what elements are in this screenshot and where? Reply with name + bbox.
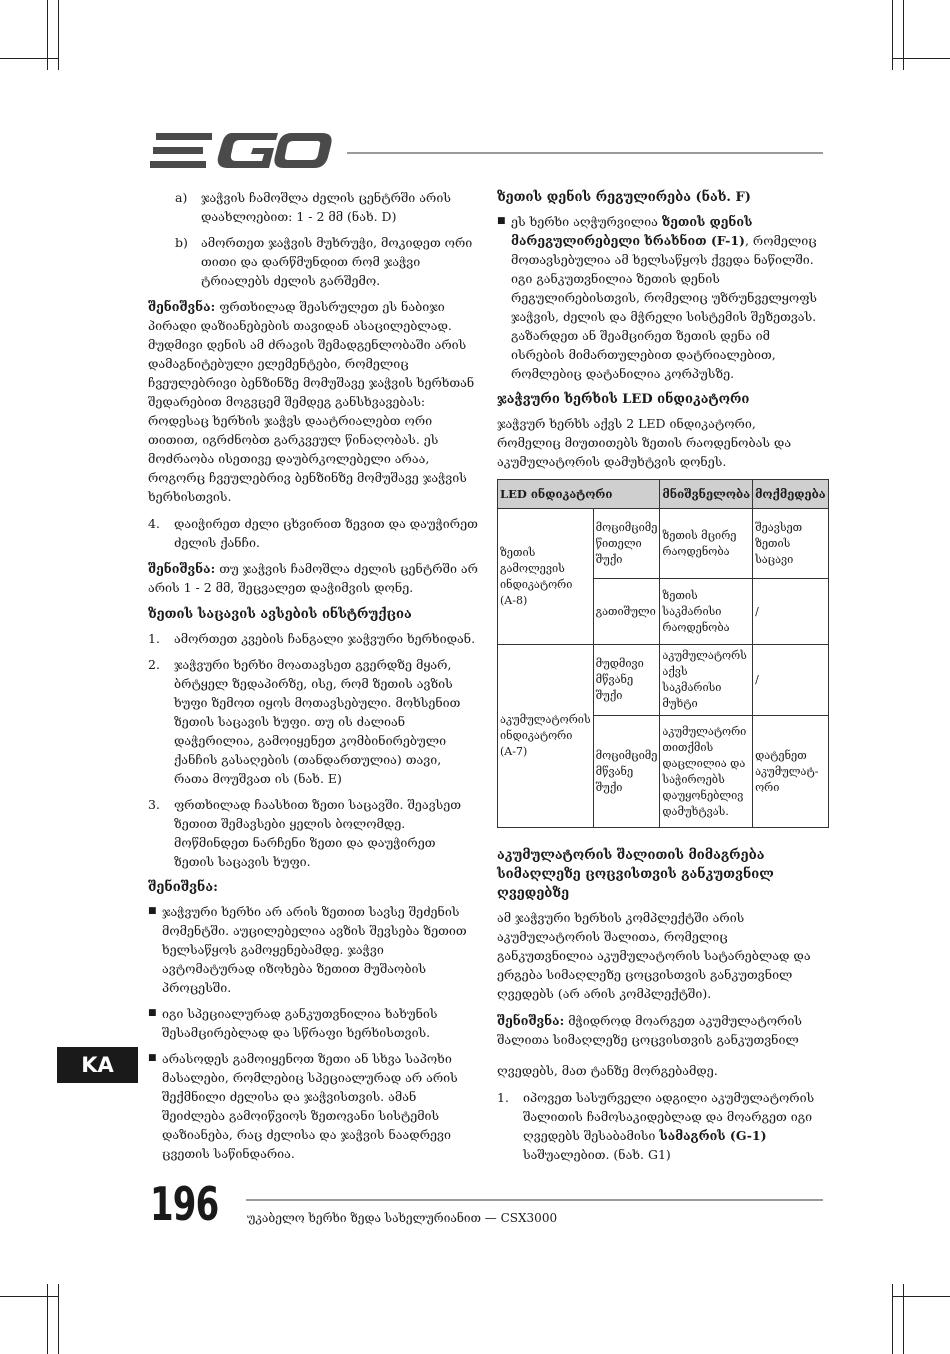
- list-text: [523, 1088, 823, 1164]
- battery-indicator-cell: აკუმულატორის ინდიკატორი (A-7): [498, 645, 594, 828]
- ego-logo: [150, 131, 332, 171]
- list-item: [148, 514, 478, 552]
- crop-mark: [892, 1284, 893, 1354]
- language-tab: KA: [57, 1047, 138, 1083]
- bullet-item: [148, 1004, 478, 1042]
- list-marker: a): [175, 190, 188, 205]
- oil-indicator-cell: ზეთის გამოლევის ინდიკატორი (A-8): [498, 509, 594, 645]
- table-cell: დატენეთ აკუმულატ-ორი: [753, 716, 829, 828]
- led-intro: ჯაჭვურ ხერხს აქვს 2 LED ინდიკატორი, რომელიც მიუთითებს ზეთის რაოდენობას და აკუმულატორის დამუხტვის დონეს.: [497, 416, 792, 469]
- crop-mark: [903, 0, 904, 70]
- note-heading: შენიშვნა:: [148, 880, 218, 895]
- bullet-text: [511, 212, 823, 383]
- footer-rule: [246, 1199, 823, 1201]
- bullet-item: [497, 212, 823, 383]
- crop-mark: [47, 0, 48, 70]
- bullet-item: [148, 902, 478, 997]
- note-label: შენიშვნა:: [497, 1013, 565, 1028]
- clip-label: სამაგრის (G-1): [659, 1128, 767, 1143]
- bullet-text: არასოდეს გამოიყენოთ ზეთი ან სხვა საპოხი მასალები, რომლებიც სპეციალურად არ არის შექმნილი ძელისა და ჯაჭვისთვის. ამან შეიძლება გამოიწვიოს ზეთოვანი სისტემის დაზიანება, რაც ძელისა და ჯაჭვის ნაადრევი ცვეთის საწინდარია.: [162, 1051, 458, 1161]
- column-header: მნიშვნელობა: [660, 480, 753, 509]
- note-label: შენიშვნა:: [148, 561, 216, 576]
- list-marker: 1.: [148, 631, 160, 646]
- bullet-text: ჯაჭვური ხერხი არ არის ზეთით სავსე შეძენის მომენტში. აუცილებელია ავზის შევსება ზეთით ხელსაწყოს გამოყენებამდე. ჯაჭვი ავტომატურად იზოხება ზეთით მუშაობის პროცესში.: [162, 904, 467, 995]
- note-continuation: ღვედებს, მათ ტანზე მორგებამდე.: [497, 1063, 718, 1078]
- list-item: [148, 629, 478, 648]
- section-heading-battery-holster: აკუმულატორის შალითის მიმაგრება სიმაღლეზე ცოცვისთვის განკუთვნილ ღვედებზე: [497, 848, 774, 901]
- square-bullet-icon: ■: [148, 906, 157, 916]
- list-item: [148, 188, 478, 226]
- bullet-text-part: , რომელიც მოთავსებულია ამ ხელსაწყოს ქვედა ნაწილში. იგი განკუთვნილია ზეთის დენის რეგულირებისთვის, რომელიც უზრუნველყოფს ჯაჭვის, ძელის და მჭრელი სისტემის შეზეთვას. გაზარდეთ ან შეამცირეთ ზეთის დენა იმ ისრების მიმართულებით დატრიალებით, რომლებიც დატანილია კორპუსზე.: [511, 233, 817, 381]
- table-cell: მოციმციმე მწვანე შუქი: [593, 716, 660, 828]
- square-bullet-icon: ■: [148, 1008, 157, 1018]
- note-paragraph: [148, 297, 478, 506]
- note-text: მჭიდროდ მოარგეთ აკუმულატორის შალითა სიმაღლეზე ცოცვისთვის განკუთვნილ: [497, 1013, 802, 1047]
- crop-mark: [903, 1284, 904, 1354]
- list-text: ჯაჭვური ხერხი მოათავსეთ გვერდზე მყარ, ბრტყელ ზედაპირზე, ისე, რომ ზეთის ავზის ხუფი ზემოთ იყოს მოთავსებული. მოხსენით ზეთის საცავის ხუფი. თუ ის ძალიან დაჭერილია, გამოიყენეთ კომბინირებული ქანჩის გასაღების (თანდართულია) თავი, რათა მოუშვათ ის (ნახ. E): [174, 657, 461, 786]
- table-cell: ზეთის საკმარისი რაოდენობა: [660, 579, 753, 645]
- list-text-part: საშუალებით. (ნახ. G1): [523, 1147, 671, 1162]
- note-label: შენიშვნა:: [148, 299, 216, 314]
- table-cell: ზეთის მცირე რაოდენობა: [660, 509, 753, 579]
- list-marker: 1.: [497, 1090, 509, 1105]
- footer-text: უკაბელო ხერხი ზედა სახელურიანით — CSX3000: [247, 1211, 558, 1225]
- square-bullet-icon: ■: [148, 1053, 157, 1063]
- column-header: მოქმედება: [753, 480, 829, 509]
- crop-mark: [58, 1284, 59, 1354]
- page-number: 196: [150, 1177, 219, 1231]
- list-item: [148, 655, 478, 788]
- crop-mark: [0, 1296, 58, 1297]
- square-bullet-icon: ■: [497, 216, 506, 226]
- list-text: ამორთეთ ჯაჭვის მუხრუჭი, მოკიდეთ ორი თითი და დარწმუნდით რომ ჯაჭვი ტრიალებს ძელის გარშემო.: [201, 235, 473, 288]
- table-cell: /: [753, 579, 829, 645]
- note-paragraph: [497, 1011, 823, 1049]
- list-text: ჯაჭვის ჩამოშლა ძელის ცენტრში არის დაახლოებით: 1 - 2 მმ (ნახ. D): [201, 190, 451, 224]
- table-cell: აკუმულატორს აქვს საკმარისი მუხტი: [660, 645, 753, 716]
- section-heading-led: ჯაჭვური ხერხის LED ინდიკატორი: [497, 392, 750, 407]
- body-paragraph: ამ ჯაჭვური ხერხის კომპლექტში არის აკუმულატორის შალითა, რომელიც განკუთვნილია აკუმულატორის სატარებლად და ერგება სიმაღლეზე ცოცვისთვის განკუთვნილ ღვედებს (არ არის კომპლექტში).: [497, 910, 811, 1001]
- list-text: ამორთეთ კვების ჩანგალი ჯაჭვური ხერხიდან.: [174, 631, 476, 646]
- list-item: [148, 795, 478, 871]
- table-cell: /: [753, 645, 829, 716]
- bullet-text: იგი სპეციალურად განკუთვნილია ხახუნის შესამცირებლად და სწრაფი ხერხისთვის.: [162, 1006, 438, 1040]
- list-text-part: იპოვეთ სასურველი ადგილი აკუმულატორის შალითის ჩამოსაკიდებლად და მოარგეთ იგი ღვედებს შესაბამისი: [523, 1090, 815, 1143]
- list-text: დაიჭირეთ ძელი ცხვირით ზევით და დაუჭირეთ ძელის ქანჩი.: [174, 516, 478, 550]
- note-text: ფრთხილად შეასრულეთ ეს ნაბიჯი პირადი დაზიანებების თავიდან ასაცილებლად. მუდმივი დენის ამ ძრავის შემადგენლობაში არის დამაგნიტებული ელემენტები, რომელიც ჩვეულებრივი ბენზინზე მომუშავე ჯაჭვის ხერხთან შედარებით მოგვცემ შემდეგ განსხვავებას: როდესაც ხერხის ჯაჭვს დაატრიალებთ ორი თითით, იგრძნობთ გარკვეულ წინაღობას. ეს მოძრაობა ისეთივე დაუბრკოლებელი არაა, როგორც ჩვეულებრივ ბენზინზე მომუშავე ჯაჭვის ხერხისთვის.: [148, 299, 475, 504]
- table-cell: აკუმულატორი თითქმის დაცლილია და საჭიროებს დაუყონებლივ დამუხტვას.: [660, 716, 753, 828]
- note-text: თუ ჯაჭვის ჩამოშლა ძელის ცენტრში არ არის 1 - 2 მმ, შეცვალეთ დაჭიმვის დონე.: [148, 561, 478, 595]
- list-text: ფრთხილად ჩაასხით ზეთი საცავში. შეავსეთ ზეთით შემავსები ყელის ბოლომდე. მოწმინდეთ ნარჩენი ზეთი და დაუჭირეთ ზეთის საცავის ხუფი.: [174, 797, 462, 869]
- crop-mark: [0, 58, 58, 59]
- column-header: LED ინდიკატორი: [498, 480, 660, 509]
- list-item: [497, 1088, 823, 1164]
- table-cell: შეავსეთ ზეთის საცავი: [753, 509, 829, 579]
- list-item: [148, 233, 478, 290]
- table-cell: გათიშული: [593, 579, 660, 645]
- list-marker: 3.: [148, 797, 160, 812]
- left-column: [148, 188, 478, 1170]
- right-column: [497, 188, 826, 1171]
- table-row: [498, 645, 829, 716]
- section-heading-oil-flow: ზეთის დენის რეგულირება (ნახ. F): [497, 190, 751, 205]
- list-marker: b): [175, 235, 188, 250]
- crop-mark: [58, 0, 59, 70]
- table-row: [498, 509, 829, 579]
- note-paragraph: [148, 559, 478, 597]
- header-rule: [347, 152, 823, 154]
- oil-flow-screw-label: ზეთის დენის მარეგულირებელი ხრახნით (F-1): [511, 214, 753, 248]
- table-header-row: [498, 480, 829, 509]
- bullet-text-part: ეს ხერხი აღჭურვილია: [511, 214, 662, 229]
- crop-mark: [892, 1296, 950, 1297]
- table-cell: მოციმციმე წითელი შუქი: [593, 509, 660, 579]
- crop-mark: [892, 0, 893, 70]
- bullet-item: [148, 1049, 478, 1163]
- list-marker: 4.: [148, 516, 160, 531]
- section-heading-oil-fill: ზეთის საცავის ავსების ინსტრუქცია: [148, 607, 412, 622]
- list-marker: 2.: [148, 657, 160, 672]
- crop-mark: [47, 1284, 48, 1354]
- table-cell: მუდმივი მწვანე შუქი: [593, 645, 660, 716]
- crop-mark: [892, 58, 950, 59]
- led-indicator-table: [497, 479, 829, 828]
